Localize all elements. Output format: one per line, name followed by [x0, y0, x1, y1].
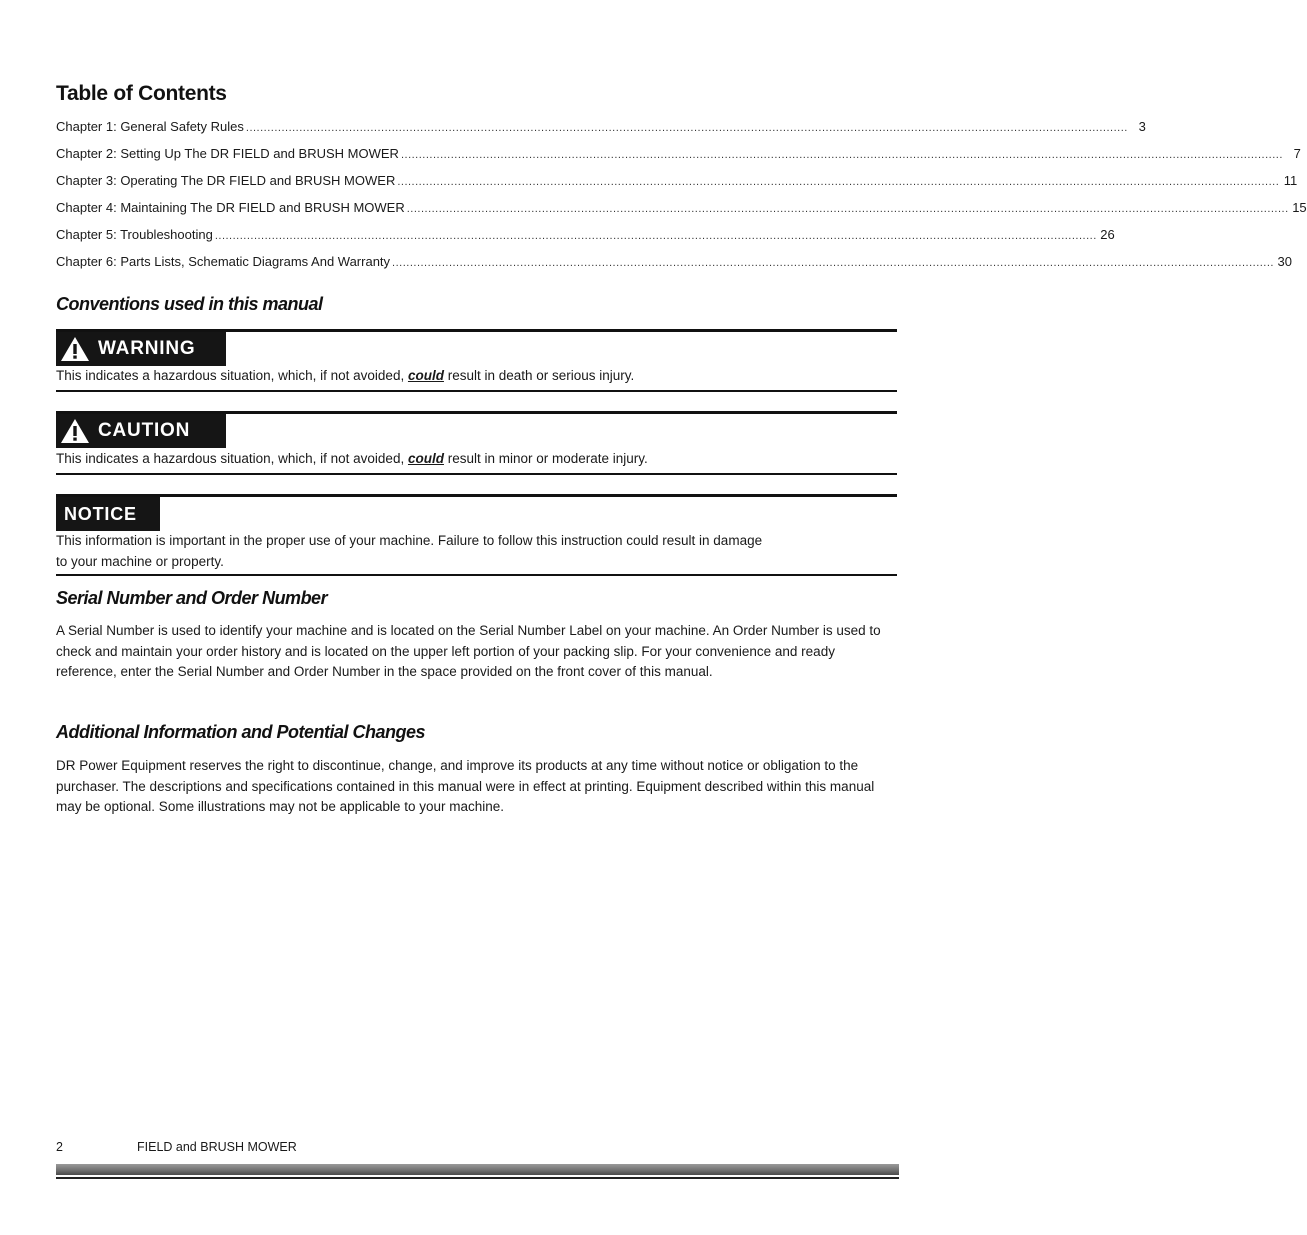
- toc-entry-label: Chapter 5: Troubleshooting: [56, 227, 213, 242]
- toc-entry-label: Chapter 6: Parts Lists, Schematic Diagrams And Warranty: [56, 254, 391, 269]
- warning-triangle-icon: [60, 418, 90, 444]
- page-number: 2: [56, 1140, 63, 1154]
- toc-entry-label: Chapter 4: Maintaining The DR FIELD and BRUSH MOWER: [56, 200, 405, 215]
- toc-entry[interactable]: [56, 200, 1307, 227]
- toc-entry-page: 11: [1283, 173, 1298, 188]
- notice-text: [56, 531, 894, 572]
- toc-entry-page: 3: [1138, 119, 1146, 134]
- caution-bottom-rule: [56, 473, 897, 475]
- caution-text-end: result in minor or moderate injury.: [443, 451, 648, 466]
- notice-badge: [56, 497, 160, 531]
- warning-triangle-icon: [60, 336, 90, 362]
- toc-leader-dots: ........................................................................................................................................................................................................................................................: [397, 176, 1280, 188]
- additional-heading: Additional Information and Potential Changes: [56, 722, 426, 742]
- toc-leader-dots: ........................................................................................................................................................................................................................................................: [406, 203, 1289, 215]
- toc-leader-dots: ........................................................................................................................................................................................................................................................: [392, 257, 1274, 269]
- warning-bottom-rule: [56, 390, 897, 392]
- notice-top-rule: [56, 494, 897, 497]
- toc-leader-dots: ........................................................................................................................................................................................................................................................: [214, 230, 1097, 242]
- toc-title: Table of Contents: [56, 82, 227, 105]
- warning-text-start: This indicates a hazardous situation, which, if not avoided,: [56, 368, 408, 383]
- warning-text: [56, 366, 894, 387]
- toc-entry-label: Chapter 2: Setting Up The DR FIELD and BRUSH MOWER: [56, 146, 399, 161]
- serial-body: A Serial Number is used to identify your machine and is located on the Serial Number Label on your machine. An Order Number is used to check and maintain your order history and is located on the upper left portion of your packing slip. For your convenience and ready reference, enter the Serial Number and Order Number in the space provided on the front cover of this manual.: [56, 623, 881, 679]
- toc-leader-dots: ........................................................................................................................................................................................................................................................: [245, 122, 1128, 134]
- caution-text-start: This indicates a hazardous situation, which, if not avoided,: [56, 451, 408, 466]
- toc-entry[interactable]: [56, 254, 1292, 281]
- warning-text-end: result in death or serious injury.: [443, 368, 635, 383]
- toc-entry-page: 15: [1292, 200, 1307, 215]
- footer-bar: [56, 1164, 899, 1175]
- notice-text-line: to your machine or property.: [56, 553, 224, 569]
- warning-label: WARNING: [98, 338, 196, 359]
- conventions-heading: Conventions used in this manual: [56, 294, 323, 314]
- toc-entry-page: 30: [1277, 254, 1292, 269]
- toc-entry[interactable]: [56, 227, 1115, 254]
- table-of-contents: [56, 119, 1307, 281]
- toc-entry[interactable]: [56, 173, 1298, 200]
- toc-leader-dots: ........................................................................................................................................................................................................................................................: [400, 149, 1283, 161]
- additional-body: DR Power Equipment reserves the right to discontinue, change, and improve its products at any time without notice or obligation to the purchaser. The descriptions and specifications contained in this manual were in effect at printing. Equipment described within this manual may be optional. Some illustrations may not be applicable to your machine.: [56, 758, 875, 814]
- footer-title: FIELD and BRUSH MOWER: [137, 1140, 297, 1154]
- caution-emphasis: could: [407, 451, 444, 466]
- notice-bottom-rule: [56, 574, 897, 576]
- toc-entry-page: 7: [1293, 146, 1301, 161]
- warning-badge: [56, 332, 226, 366]
- toc-entry[interactable]: [56, 119, 1146, 146]
- notice-label: NOTICE: [64, 503, 137, 524]
- caution-label: CAUTION: [98, 420, 191, 441]
- warning-emphasis: could: [407, 368, 444, 383]
- caution-badge: [56, 414, 226, 448]
- toc-entry[interactable]: [56, 146, 1301, 173]
- serial-heading: Serial Number and Order Number: [56, 588, 328, 608]
- caution-text: [56, 449, 894, 470]
- notice-text-line: This information is important in the proper use of your machine. Failure to follow this instruction could result in damage: [56, 533, 763, 548]
- footer-line: [56, 1177, 899, 1179]
- toc-entry-label: Chapter 1: General Safety Rules: [56, 119, 244, 134]
- toc-entry-label: Chapter 3: Operating The DR FIELD and BRUSH MOWER: [56, 173, 396, 188]
- toc-entry-page: 26: [1100, 227, 1115, 242]
